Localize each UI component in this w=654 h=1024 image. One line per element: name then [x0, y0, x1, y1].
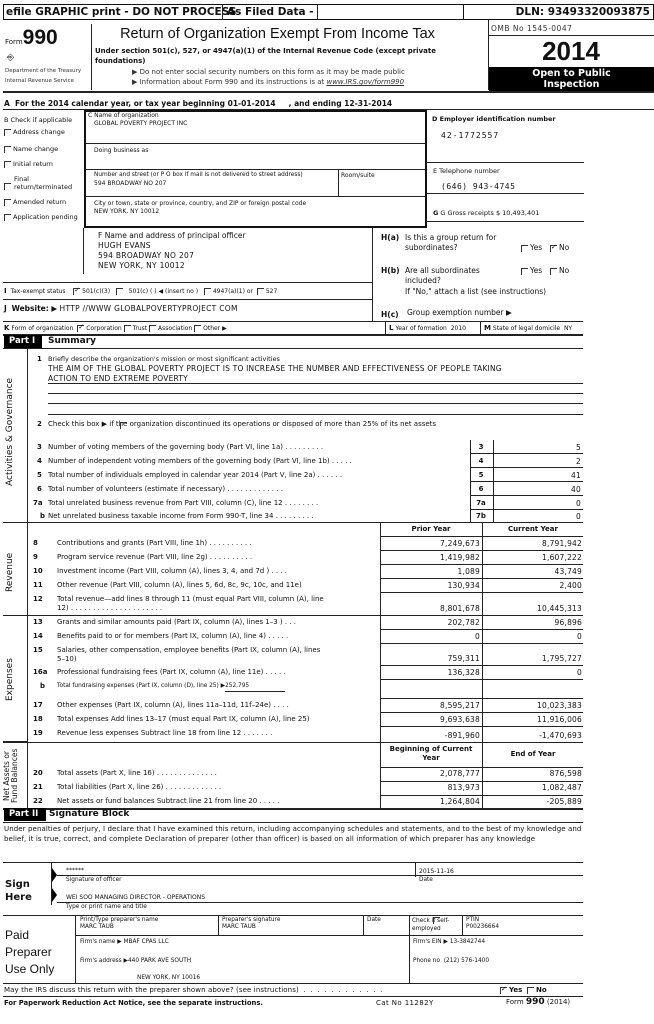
gov-line-text: Total number of volunteers (estimate if necessary) . . . . . . . . . . . . .	[48, 485, 283, 493]
org-corporation[interactable]: ✓ Corporation	[77, 325, 121, 332]
signature-label: Signature of officer	[66, 877, 122, 883]
net-asset-line-text: Total assets (Part X, line 16) . . . . . . . . . . . . . .	[57, 769, 217, 777]
discuss-yes[interactable]: ✓ Yes	[500, 986, 522, 994]
hc-label: H(c)	[381, 310, 399, 319]
revenue-line-text: Program service revenue (Part VIII, line 2g) . . . . . . . . . .	[57, 553, 253, 561]
mission-label: Briefly describe the organization's mission or most significant activities	[48, 355, 280, 363]
side-label-revenue: Revenue	[5, 552, 15, 593]
line-number: 15	[33, 646, 43, 654]
org-association[interactable]: Association	[149, 325, 192, 332]
line-number: 17	[33, 701, 43, 709]
checkbox-icon	[4, 214, 11, 221]
line-box-number: 3	[478, 443, 484, 451]
self-employed-check[interactable]: Check if self-employed	[412, 918, 450, 932]
line-number: 14	[33, 632, 43, 640]
ein-value: 42-1772557	[441, 131, 500, 140]
gov-line-value: 0	[576, 499, 581, 508]
org-name: GLOBAL POVERTY PROJECT INC	[94, 120, 188, 127]
gross-receipts: G G Gross receipts $ 10,493,401	[433, 209, 540, 217]
prior-year-value: 1,419,982	[440, 553, 480, 562]
tax-year: 2014	[542, 36, 600, 66]
ssn-note: ▶ Do not enter social security numbers on this form as it may be made public	[132, 68, 405, 76]
preparer-name: MARC TAUB	[80, 924, 114, 930]
checkbox-icon	[4, 183, 11, 190]
phone-label: E Telephone number	[433, 167, 500, 175]
line-number: 10	[33, 567, 43, 575]
city-label: City or town, state or province, country, and ZIP or foreign postal code	[94, 200, 307, 207]
form-of-organization: K Form of organization ✓ Corporation Trust Association Other ▶	[4, 324, 227, 332]
ha-yes[interactable]: Yes	[521, 243, 542, 252]
side-label-net-assets: Net Assets or Fund Balances	[2, 748, 19, 804]
website: J Website: ▶ HTTP //WWW GLOBALPOVERTYPROJECT COM	[4, 304, 238, 313]
prior-year-value: 759,311	[447, 654, 480, 663]
irs-discuss-question: May the IRS discuss this return with the preparer shown above? (see instructions) . . . . . . . . . . . .	[4, 986, 383, 994]
status-527[interactable]: 527	[257, 288, 277, 295]
hc-text: Group exemption number ▶	[407, 308, 512, 317]
gov-line-text: Total number of individuals employed in calendar year 2014 (Part V, line 2a) . . . . . .	[48, 471, 343, 479]
end-year-value: -205,889	[546, 797, 582, 806]
checkbox-icon	[527, 987, 534, 994]
hb-text: Are all subordinates included?	[405, 266, 480, 285]
fundraising-expenses-value: 252,795	[225, 682, 285, 692]
revenue-line-text: Contributions and grants (Part VIII, line 1h) . . . . . . . . . .	[57, 539, 252, 547]
col-end-year: End of Year	[510, 750, 556, 758]
line-number: 3	[37, 443, 42, 451]
gov-line-text: Net unrelated business taxable income from Form 990-T, line 34 . . . . . . . . .	[48, 512, 314, 520]
expense-line-text: Benefits paid to or for members (Part IX, column (A), line 4) . . . . .	[57, 632, 289, 640]
hb-yes[interactable]: Yes	[521, 266, 542, 275]
gov-line-text: Total unrelated business revenue from Part VIII, column (C), line 12 . . . . . . . .	[48, 499, 319, 507]
checkbox-application-pending[interactable]: Application pending	[4, 213, 78, 221]
checkbox-icon	[194, 325, 201, 332]
checkbox-icon	[124, 325, 131, 332]
checkbox-checked-icon	[500, 987, 507, 994]
beginning-year-value: 813,973	[447, 783, 480, 792]
prior-year-value: 130,934	[447, 581, 480, 590]
line-number: 22	[33, 797, 43, 805]
beginning-year-value: 1,264,804	[440, 797, 480, 806]
officer-signature[interactable]: ******	[66, 867, 84, 874]
current-year-value: 1,607,222	[542, 553, 582, 562]
line2-discontinued: Check this box ▶ if the organization discontinued its operations or disposed of more than 25% of its net assets	[48, 420, 437, 428]
line-number: 20	[33, 769, 43, 777]
expense-line-text: Professional fundraising fees (Part IX, column (A), line 11e) . . . . .	[57, 668, 286, 676]
current-year-value: 1,795,727	[542, 654, 582, 663]
line-box-number: 7b	[476, 512, 486, 520]
irs-link[interactable]: www.IRS.gov/form990	[326, 78, 405, 86]
col-current-year: Current Year	[508, 525, 558, 533]
prior-year-value: 136,328	[447, 668, 480, 677]
line-number: 8	[33, 539, 38, 547]
checkbox-icon	[521, 245, 528, 252]
dba-label: Doing business as	[94, 147, 149, 154]
efile-label: efile GRAPHIC print - DO NOT PROCESS	[6, 6, 237, 18]
firm-address: Firm's address ▶440 PARK AVE SOUTH	[80, 958, 192, 964]
expense-line-text: Revenue less expenses Subtract line 18 from line 12 . . . . . . .	[57, 729, 273, 737]
current-year-value: 8,791,942	[542, 539, 582, 548]
checkbox-icon	[4, 146, 11, 153]
part2-title: Signature Block	[49, 809, 130, 819]
line-a: A For the 2014 calendar year, or tax year beginning 01-01-2014 , and ending 12-31-2014	[4, 99, 393, 108]
preparer-signature: MARC TAUB	[222, 924, 256, 930]
prior-year-value: 7,249,673	[440, 539, 480, 548]
firm-ein: Firm's EIN ▶ 13-3842744	[413, 939, 486, 945]
gov-line-text: Number of independent voting members of the governing body (Part VI, line 1b) . . . . .	[48, 457, 352, 465]
current-year-value: -1,470,693	[539, 731, 582, 740]
gov-line-value: 41	[571, 471, 581, 480]
side-label-governance: Activities & Governance	[5, 377, 15, 487]
checkbox-icon	[149, 325, 156, 332]
col-prior-year: Prior Year	[411, 525, 451, 533]
side-label-expenses: Expenses	[5, 658, 15, 702]
net-asset-line-text: Net assets or fund balances Subtract line 21 from line 20 . . . . .	[57, 797, 280, 805]
prior-year-value: 1,089	[457, 567, 480, 576]
ha-no[interactable]: ✓ No	[550, 243, 569, 252]
line-number: 19	[33, 729, 43, 737]
signature-date: 2015-11-16	[419, 868, 454, 875]
org-other[interactable]: Other ▶	[194, 325, 227, 332]
tax-exempt-status: I Tax-exempt status ✓ 501(c)(3) 501(c) ( ) ◀ (insert no ) 4947(a)(1) or 527	[4, 287, 277, 295]
sign-here-label: Sign Here	[5, 879, 32, 903]
line-number: 9	[33, 553, 38, 561]
current-year-value: 96,896	[554, 618, 582, 627]
status-4947[interactable]: 4947(a)(1) or	[204, 288, 253, 295]
checkbox-icon	[204, 288, 211, 295]
line-number: b	[40, 512, 46, 520]
prior-year-value: 8,801,678	[440, 604, 480, 613]
line2-checkbox[interactable]	[120, 422, 127, 429]
officer-city: NEW YORK, NY 10012	[98, 261, 185, 270]
expense-line-text: Grants and similar amounts paid (Part IX, column (A), lines 1–3 ) . . .	[57, 618, 296, 626]
line-number: b	[40, 682, 46, 690]
status-501c3[interactable]: ✓ 501(c)(3)	[73, 288, 110, 295]
status-501c[interactable]: 501(c) ( ) ◀ (insert no )	[116, 288, 198, 295]
date-label: Date	[419, 877, 433, 883]
line-number: 6	[37, 485, 42, 493]
checkbox-icon	[257, 288, 264, 295]
hb-no[interactable]: No	[550, 266, 569, 275]
current-year-value: 10,023,383	[537, 701, 582, 710]
preparer-sig-label: Preparer's signature	[222, 917, 281, 923]
ptin-value: P00236664	[466, 924, 500, 930]
street-label: Number and street (or P O box if mail is not delivered to street address)	[94, 172, 303, 178]
checkbox-icon	[521, 268, 528, 275]
perjury-declaration: Under penalties of perjury, I declare that I have examined this return, including accompanying schedules and statements, and to the best of my knowledge and belief, it is true, correct, and complete Declaration of preparer (other than officer) is based on all information of which preparer has any knowledge	[4, 825, 582, 843]
line-box-number: 4	[478, 457, 484, 465]
discuss-no[interactable]: No	[527, 986, 547, 994]
open-public-badge: Open to Public Inspection	[489, 67, 654, 91]
expense-line-text: Other expenses (Part IX, column (A), lines 11a–11d, 11f–24e) . . . .	[57, 701, 289, 709]
part1-tag: Part I	[4, 335, 42, 348]
section-b-title: B Check if applicable	[4, 116, 73, 124]
prior-year-value: 0	[475, 632, 480, 641]
beginning-year-value: 2,078,777	[440, 769, 480, 778]
cat-number: Cat No 11282Y	[376, 999, 434, 1007]
gov-line-value: 0	[576, 512, 581, 521]
line-number: 18	[33, 715, 43, 723]
end-year-value: 876,598	[549, 769, 582, 778]
gov-line-value: 5	[576, 443, 581, 452]
revenue-line-text: Investment income (Part VIII, column (A), lines 3, 4, and 7d ) . . . .	[57, 567, 287, 575]
firm-phone: Phone no (212) 576-1400	[413, 958, 490, 964]
line-box-number: 5	[478, 471, 484, 479]
org-trust[interactable]: Trust	[124, 325, 148, 332]
current-year-value: 0	[577, 632, 582, 641]
prior-year-value: -891,960	[444, 731, 480, 740]
current-year-value: 11,916,006	[537, 715, 582, 724]
as-filed-label: As Filed Data -	[227, 6, 314, 18]
line-box-number: 7a	[476, 499, 486, 507]
officer-name: HUGH EVANS	[98, 241, 151, 250]
dln: DLN: 93493320093875	[515, 6, 650, 18]
checkbox-checked-icon	[77, 325, 84, 332]
irs-label: Internal Revenue Service	[5, 78, 74, 84]
line-number: 7a	[33, 499, 43, 507]
checkbox-address-change[interactable]: Address change	[4, 128, 65, 136]
checkbox-icon	[4, 199, 11, 206]
revenue-line-text: Total revenue—add lines 8 through 11 (must equal Part VIII, column (A), line 12) . . . . . . . . . . . . . . . . . . . . .	[57, 595, 324, 612]
line-number: 12	[33, 595, 43, 603]
form-id: Form990	[5, 26, 58, 49]
current-year-value: 10,445,313	[537, 604, 582, 613]
ha-text: Is this a group return for subordinates?	[405, 233, 497, 252]
preparer-date-label: Date	[367, 917, 381, 923]
prior-year-value: 202,782	[447, 618, 480, 627]
checkbox-icon	[550, 268, 557, 275]
ha-label: H(a)	[381, 233, 400, 242]
line-number: 21	[33, 783, 43, 791]
line-number: 11	[33, 581, 43, 589]
website-url[interactable]: HTTP //WWW GLOBALPOVERTYPROJECT COM	[59, 304, 238, 313]
checkbox-final-return[interactable]: Final return/terminated	[4, 175, 76, 191]
part2-tag: Part II	[4, 808, 46, 821]
checkbox-amended-return[interactable]: Amended return	[4, 198, 66, 206]
current-year-value: 0	[577, 668, 582, 677]
current-year-value: 2,400	[559, 581, 582, 590]
firm-name: Firm's name ▶ MBAF CPAS LLC	[80, 939, 169, 945]
checkbox-icon	[116, 288, 123, 295]
mission-line-2: ACTION TO END EXTREME POVERTY	[48, 374, 188, 383]
name-title-label: Type or print name and title	[66, 904, 147, 910]
checkbox-name-change[interactable]: Name change	[4, 145, 58, 153]
checkbox-initial-return[interactable]: Initial return	[4, 160, 53, 168]
form-number: 990	[22, 26, 58, 49]
ein-label: D Employer identification number	[432, 115, 556, 123]
preparer-name-label: Print/Type preparer's name	[80, 917, 159, 923]
expense-line-text: Total expenses Add lines 13–17 (must equal Part IX, column (A), line 25)	[57, 715, 310, 723]
line-number: 13	[33, 618, 43, 626]
gov-line-value: 2	[576, 457, 581, 466]
sign-arrow-icon	[52, 888, 57, 902]
form-subtitle: Under section 501(c), 527, or 4947(a)(1) of the Internal Revenue Code (except private foundations)	[95, 47, 436, 65]
net-asset-line-text: Total liabilities (Part X, line 26) . . . . . . . . . . . . .	[57, 783, 222, 791]
officer-street: 594 BROADWAY NO 207	[98, 251, 195, 260]
principal-officer-label: F Name and address of principal officer	[98, 231, 246, 240]
officer-name-title: WEI SOO MANAGING DIRECTOR - OPERATIONS	[66, 894, 206, 901]
org-name-label: C Name of organization	[88, 112, 159, 119]
room-suite-label: Room/suite	[341, 172, 375, 179]
checkbox-checked-icon	[550, 245, 557, 252]
omb-number: OMB No 1545-0047	[491, 24, 573, 33]
info-note: ▶ Information about Form 990 and its instructions is at www.IRS.gov/form990	[132, 78, 405, 86]
form-title: Return of Organization Exempt From Income Tax	[120, 26, 435, 42]
checkbox-checked-icon	[73, 288, 80, 295]
efile-icon: ⎆	[7, 53, 15, 63]
expense-line-text: Total fundraising expenses (Part IX, column (D), line 25) ▶252,795	[57, 682, 285, 692]
end-year-value: 1,082,487	[542, 783, 582, 792]
part1-title: Summary	[48, 336, 97, 346]
phone-value: (646) 943-4745	[441, 182, 516, 191]
current-year-value: 43,749	[554, 567, 582, 576]
checkbox-icon	[4, 129, 11, 136]
dept-treasury: Department of the Treasury	[5, 68, 82, 74]
line-number: 5	[37, 471, 42, 479]
form-footer: Form 990 (2014)	[506, 997, 571, 1007]
mission-line-1: THE AIM OF THE GLOBAL POVERTY PROJECT IS TO INCREASE THE NUMBER AND EFFECTIVENESS OF PEOPLE TAKING	[48, 364, 502, 373]
checkbox-icon	[433, 917, 440, 924]
street-value: 594 BROADWAY NO 207	[94, 180, 167, 187]
expense-line-text: Salaries, other compensation, employee benefits (Part IX, column (A), lines 5–10)	[57, 646, 321, 663]
line-number: 4	[37, 457, 42, 465]
paid-preparer-label: Paid Preparer Use Only	[5, 928, 55, 976]
hb-note: If "No," attach a list (see instructions)	[405, 287, 547, 296]
prior-year-value: 9,693,638	[440, 715, 480, 724]
line-number: 16a	[33, 668, 48, 676]
gov-line-text: Number of voting members of the governing body (Part VI, line 1a) . . . . . . . . .	[48, 443, 324, 451]
line-box-number: 6	[478, 485, 484, 493]
city-value: NEW YORK, NY 10012	[94, 208, 160, 215]
col-beginning-year: Beginning of Current Year	[389, 745, 473, 762]
state-domicile: M State of legal domicile NY	[484, 324, 573, 332]
checkbox-icon	[4, 161, 11, 168]
revenue-line-text: Other revenue (Part VIII, column (A), lines 5, 6d, 8c, 9c, 10c, and 11e)	[57, 581, 302, 589]
hb-label: H(b)	[381, 266, 400, 275]
ptin-label: PTIN	[466, 917, 480, 923]
gov-line-value: 40	[571, 485, 581, 494]
prior-year-value: 8,595,217	[440, 701, 480, 710]
paperwork-notice: For Paperwork Reduction Act Notice, see the separate instructions.	[4, 999, 263, 1007]
firm-address-line2: NEW YORK, NY 10016	[137, 975, 201, 981]
year-formation: L Year of formation 2010	[389, 324, 466, 332]
